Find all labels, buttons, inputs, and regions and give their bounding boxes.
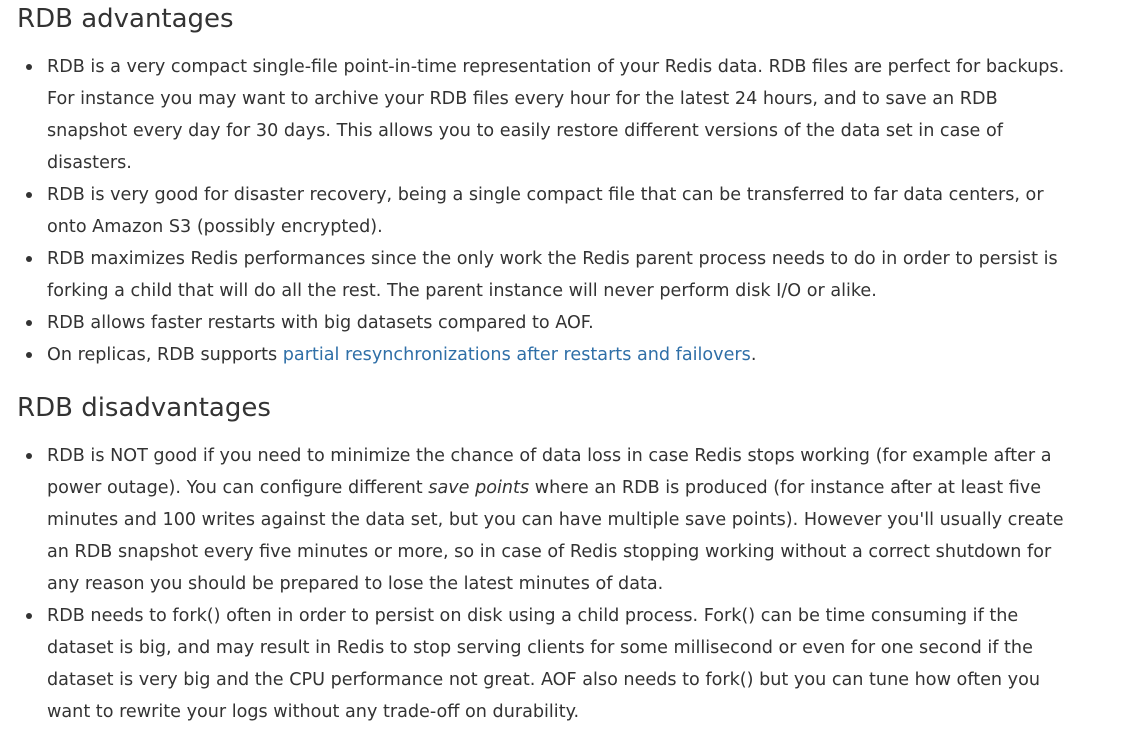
list-item-text: On replicas, RDB supports <box>47 345 283 365</box>
list-item-line: RDB maximizes Redis performances since the only work the Redis parent process needs to do in order to persist is <box>47 249 1058 269</box>
list-item-line: forking a child that will do all the rest. The parent instance will never perform disk I/O or alike. <box>47 281 877 301</box>
advantages-heading: RDB advantages <box>17 4 234 34</box>
list-item <box>17 440 1134 600</box>
list-item-line: want to rewrite your logs without any trade-off on durability. <box>47 702 580 722</box>
list-item-line: dataset is very big and the CPU performance not great. AOF also needs to fork() but you can tune how often you <box>47 670 1040 690</box>
list-item-line: For instance you may want to archive your RDB files every hour for the latest 24 hours, and to save an RDB <box>47 89 998 109</box>
advantages-list <box>17 51 1134 371</box>
list-item-line: any reason you should be prepared to lose the latest minutes of data. <box>47 574 664 594</box>
list-item <box>17 307 1134 339</box>
save-points-term: save points <box>428 478 530 498</box>
list-item-line: snapshot every day for 30 days. This allows you to easily restore different versions of the data set in case of <box>47 121 1003 141</box>
bullet-icon <box>26 453 32 459</box>
list-item <box>17 243 1134 307</box>
list-item-line: minutes and 100 writes against the data set, but you can have multiple save points). However you'll usually create <box>47 510 1064 530</box>
disadvantages-heading: RDB disadvantages <box>17 393 271 423</box>
list-item-line: RDB needs to fork() often in order to persist on disk using a child process. Fork() can be time consuming if the <box>47 606 1019 626</box>
list-item-line: dataset is big, and may result in Redis to stop serving clients for some millisecond or even for one second if the <box>47 638 1033 658</box>
list-item <box>17 179 1134 243</box>
list-item-line: disasters. <box>47 153 132 173</box>
list-item-line: an RDB snapshot every five minutes or more, so in case of Redis stopping working without a correct shutdown for <box>47 542 1052 562</box>
partial-resync-link[interactable]: partial resynchronizations after restarts and failovers <box>282 345 751 365</box>
list-item-line <box>47 339 1134 371</box>
list-item-text: where an RDB is produced (for instance after at least five <box>529 478 1042 498</box>
bullet-icon <box>26 192 32 198</box>
list-item-line: onto Amazon S3 (possibly encrypted). <box>47 217 383 237</box>
list-item-text: power outage). You can configure different <box>47 478 429 498</box>
list-item <box>17 339 1134 371</box>
list-item <box>17 51 1134 179</box>
list-item <box>17 600 1134 728</box>
bullet-icon <box>26 320 32 326</box>
section-gap <box>17 371 1134 391</box>
bullet-icon <box>26 613 32 619</box>
list-item-line <box>47 472 1134 504</box>
list-item-line: RDB is NOT good if you need to minimize the chance of data loss in case Redis stops working (for example after a <box>47 446 1052 466</box>
list-item-text: . <box>750 345 757 365</box>
bullet-icon <box>26 64 32 70</box>
list-item-line: RDB is a very compact single-file point-in-time representation of your Redis data. RDB files are perfect for backups. <box>47 57 1065 77</box>
bullet-icon <box>26 256 32 262</box>
bullet-icon <box>26 352 32 358</box>
list-item-line: RDB allows faster restarts with big datasets compared to AOF. <box>47 313 594 333</box>
list-item-line: RDB is very good for disaster recovery, being a single compact file that can be transferred to far data centers, or <box>47 185 1044 205</box>
disadvantages-list <box>17 440 1134 728</box>
